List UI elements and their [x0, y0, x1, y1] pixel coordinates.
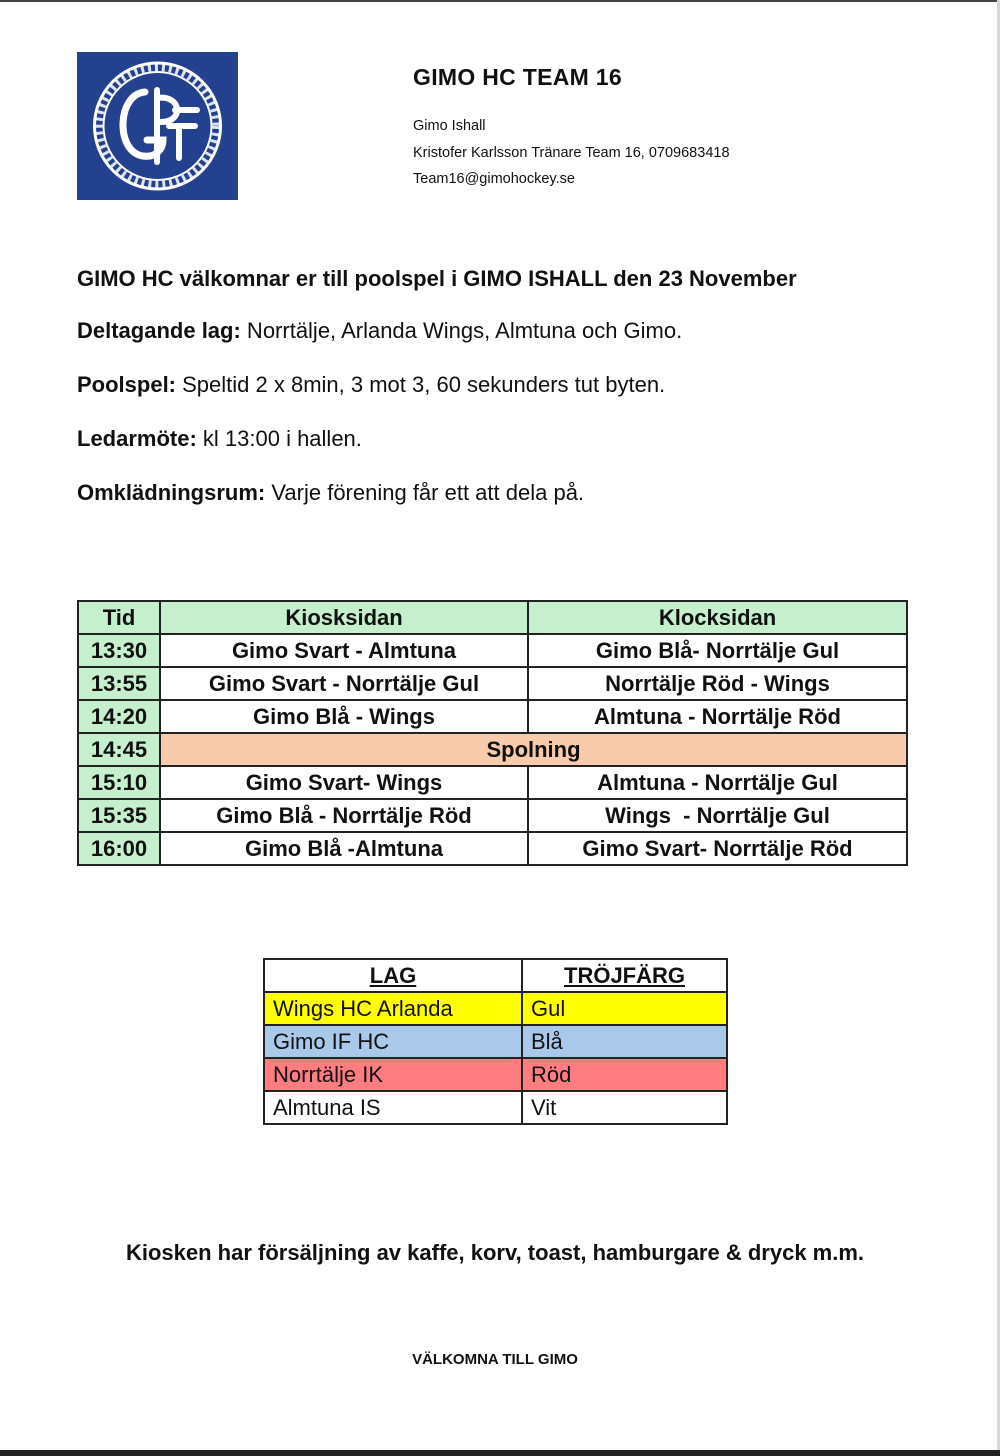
kiosk-game-cell: Gimo Blå -Almtuna	[160, 832, 528, 865]
team-cell: Gimo IF HC	[264, 1025, 522, 1058]
table-row	[264, 1058, 727, 1091]
page-top-edge	[0, 0, 1000, 2]
kiosk-game-cell: Gimo Blå - Wings	[160, 700, 528, 733]
headline: GIMO HC välkomnar er till poolspel i GIMO ISHALL den 23 November	[77, 266, 797, 291]
intro-section	[77, 266, 937, 534]
clock-side-header: Klocksidan	[528, 601, 907, 634]
gimo-if-crest-icon	[77, 52, 238, 200]
table-row	[78, 766, 907, 799]
kiosk-game-cell: Gimo Svart - Norrtälje Gul	[160, 667, 528, 700]
jersey-color-header: TRÖJFÄRG	[522, 959, 727, 992]
time-cell: 14:20	[78, 700, 160, 733]
row-label: Ledarmöte:	[77, 426, 197, 451]
table-row	[78, 799, 907, 832]
color-cell: Röd	[522, 1058, 727, 1091]
kiosk-game-cell: Gimo Svart - Almtuna	[160, 634, 528, 667]
team-cell: Norrtälje IK	[264, 1058, 522, 1091]
welcome-text: VÄLKOMNA TILL GIMO	[412, 1351, 578, 1368]
ice-resurfacing-row	[78, 733, 907, 766]
time-cell: 16:00	[78, 832, 160, 865]
locker-room-row	[77, 480, 937, 506]
kiosk-side-header: Kiosksidan	[160, 601, 528, 634]
clock-game-cell: Almtuna - Norrtälje Röd	[528, 700, 907, 733]
color-cell: Blå	[522, 1025, 727, 1058]
row-text: Varje förening får ett att dela på.	[265, 480, 585, 505]
clock-game-cell: Almtuna - Norrtälje Gul	[528, 766, 907, 799]
clock-game-cell: Wings - Norrtälje Gul	[528, 799, 907, 832]
table-row	[264, 1091, 727, 1124]
letterhead	[413, 64, 730, 193]
row-label: Poolspel:	[77, 372, 177, 397]
row-text: kl 13:00 i hallen.	[196, 426, 362, 451]
time-cell: 13:55	[78, 667, 160, 700]
table-row	[264, 992, 727, 1025]
kiosk-game-cell: Gimo Svart- Wings	[160, 766, 528, 799]
team-header: LAG	[264, 959, 522, 992]
pool-play-row	[77, 372, 937, 398]
game-schedule-table	[77, 600, 908, 866]
team-cell: Wings HC Arlanda	[264, 992, 522, 1025]
table-row	[78, 634, 907, 667]
time-header: Tid	[78, 601, 160, 634]
time-cell: 15:35	[78, 799, 160, 832]
venue-text: Gimo Ishall	[413, 118, 486, 134]
row-label: Omklädningsrum:	[77, 480, 266, 505]
row-text: Norrtälje, Arlanda Wings, Almtuna och Gimo.	[240, 318, 683, 343]
row-text: Speltid 2 x 8min, 3 mot 3, 60 sekunders tut byten.	[176, 372, 666, 397]
color-cell: Vit	[522, 1091, 727, 1124]
participants-row	[77, 318, 937, 344]
clock-game-cell: Gimo Svart- Norrtälje Röd	[528, 832, 907, 865]
table-row	[78, 832, 907, 865]
jersey-color-table	[263, 958, 728, 1125]
table-row	[264, 1025, 727, 1058]
time-cell: 14:45	[78, 733, 160, 766]
email-text: Team16@gimohockey.se	[413, 171, 575, 187]
time-cell: 13:30	[78, 634, 160, 667]
jersey-header-row	[264, 959, 727, 992]
page-bottom-edge	[0, 1450, 1000, 1456]
team-cell: Almtuna IS	[264, 1091, 522, 1124]
clock-game-cell: Norrtälje Röd - Wings	[528, 667, 907, 700]
clock-game-cell: Gimo Blå- Norrtälje Gul	[528, 634, 907, 667]
kiosk-note: Kiosken har försäljning av kaffe, korv, toast, hamburgare & dryck m.m.	[125, 1240, 865, 1265]
table-row	[78, 700, 907, 733]
team-title: GIMO HC TEAM 16	[413, 64, 622, 90]
ice-resurfacing-cell: Spolning	[160, 733, 907, 766]
leader-meeting-row	[77, 426, 937, 452]
color-cell: Gul	[522, 992, 727, 1025]
schedule-header-row	[78, 601, 907, 634]
contact-text: Kristofer Karlsson Tränare Team 16, 0709683418	[413, 144, 730, 161]
row-label: Deltagande lag:	[77, 318, 241, 343]
kiosk-game-cell: Gimo Blå - Norrtälje Röd	[160, 799, 528, 832]
table-row	[78, 667, 907, 700]
time-cell: 15:10	[78, 766, 160, 799]
club-logo	[77, 52, 238, 200]
